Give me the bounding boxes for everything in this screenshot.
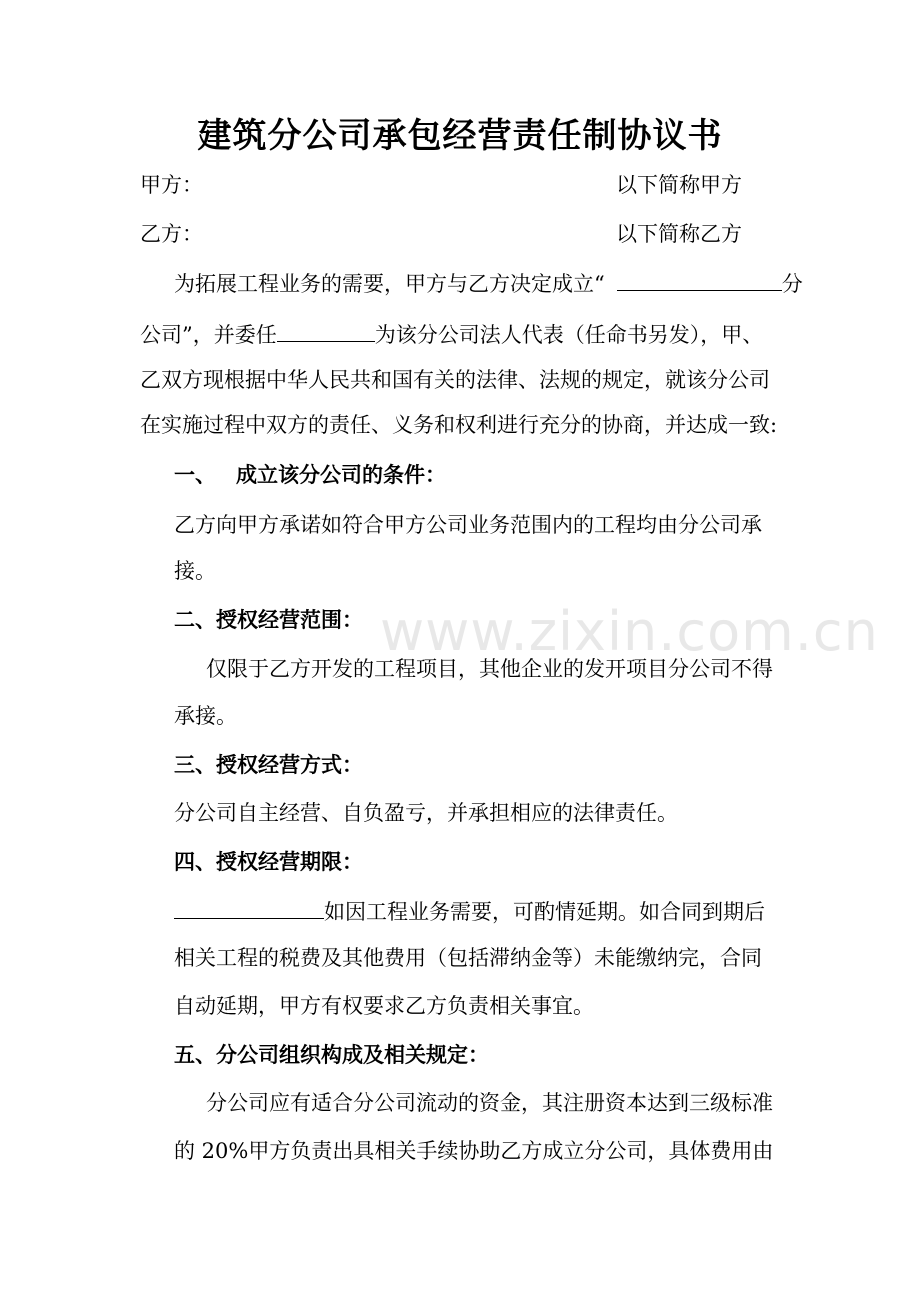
- intro-line-1: [174, 270, 803, 297]
- section-5-line-1: 分公司应有适合分公司流动的资金，其注册资本达到三级标准: [206, 1091, 773, 1115]
- section-1-line-1: 乙方向甲方承诺如符合甲方公司业务范围内的工程均由分公司承: [174, 513, 762, 537]
- watermark: www.zixin.com.cn: [380, 600, 879, 663]
- intro-line-3: 乙双方现根据中华人民共和国有关的法律、法规的规定，就该分公司: [140, 368, 770, 392]
- section-1-number: 一、: [174, 462, 216, 487]
- term-blank: [174, 898, 324, 919]
- section-3-heading: 三、授权经营方式：: [174, 752, 363, 777]
- section-2-line-1: 仅限于乙方开发的工程项目，其他企业的发开项目分公司不得: [206, 657, 773, 681]
- intro-line-4: 在实施过程中双方的责任、义务和权利进行充分的协商，并达成一致:: [140, 413, 778, 437]
- section-5-heading: 五、分公司组织构成及相关规定：: [174, 1042, 489, 1067]
- intro-line-1-end: 分: [781, 272, 803, 296]
- party-b-label: 乙方：: [140, 222, 203, 246]
- document-title: 建筑分公司承包经营责任制协议书: [197, 116, 723, 156]
- branch-name-blank: [617, 270, 782, 291]
- section-4-line-3: 自动延期，甲方有权要求乙方负责相关事宜。: [174, 994, 594, 1018]
- section-2-heading: 二、授权经营范围：: [174, 607, 363, 632]
- intro-line-2-text: 公司”，并委任: [140, 323, 277, 347]
- party-a-note: 以下简称甲方: [616, 173, 742, 197]
- party-b-note: 以下简称乙方: [616, 222, 742, 246]
- section-3-line-1: 分公司自主经营、自负盈亏，并承担相应的法律责任。: [174, 801, 678, 825]
- intro-line-1-text: 为拓展工程业务的需要，甲方与乙方决定成立“: [174, 272, 605, 296]
- section-5-line-2: 的 20%甲方负责出具相关手续协助乙方成立分公司，具体费用由: [174, 1139, 774, 1163]
- section-1-line-2: 接。: [174, 559, 216, 583]
- intro-line-2-end: 为该分公司法人代表（任命书另发），甲、: [374, 323, 764, 347]
- intro-line-2: [140, 321, 763, 348]
- section-2-line-2: 承接。: [174, 704, 237, 728]
- section-4-line-1-text: 如因工程业务需要，可酌情延期。如合同到期后: [324, 900, 765, 924]
- party-a-label: 甲方：: [140, 173, 203, 197]
- section-1-heading: 成立该分公司的条件：: [236, 462, 446, 487]
- section-4-line-2: 相关工程的税费及其他费用（包括滞纳金等）未能缴纳完，合同: [174, 946, 762, 970]
- section-4-heading: 四、授权经营期限：: [174, 849, 363, 874]
- section-4-line-1: [174, 898, 765, 925]
- representative-blank: [277, 321, 375, 342]
